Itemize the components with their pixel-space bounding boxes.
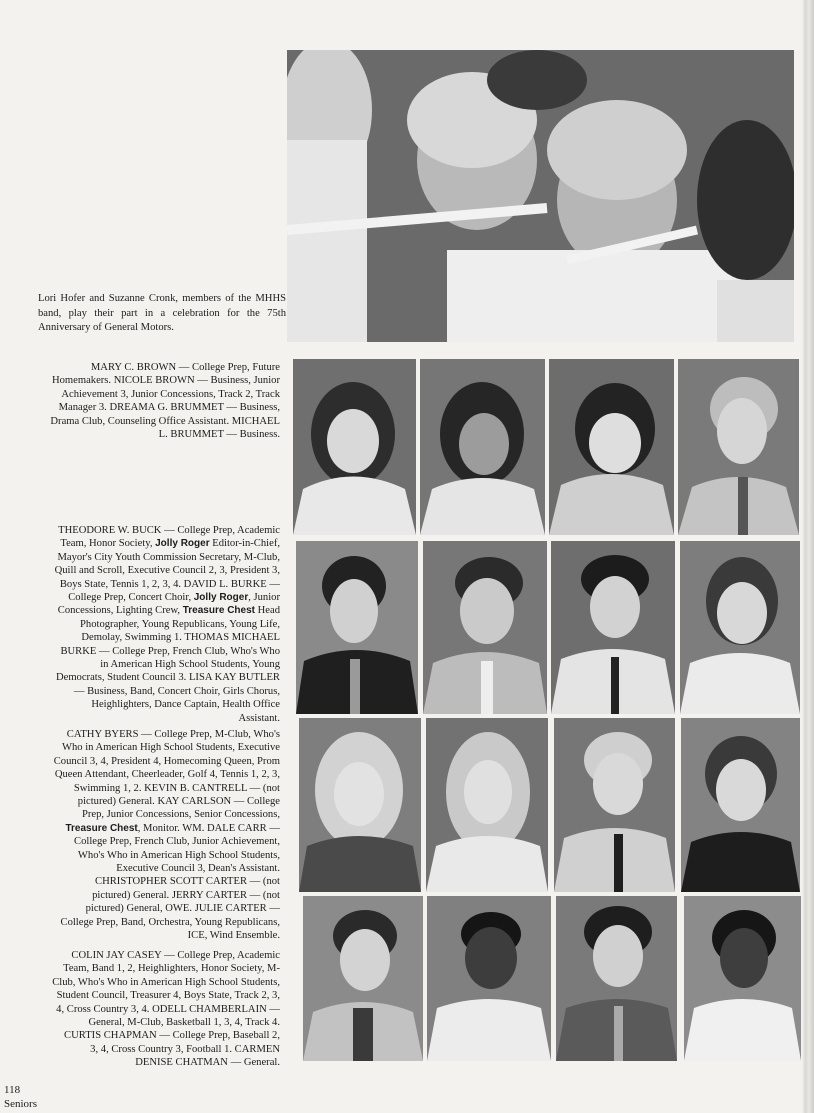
bio-line: Quill and Scroll, Executive Council 2, 3, President 3, — [54, 565, 280, 577]
bio-line: Achievement 3, Junior Concessions, Track 2, Track — [61, 388, 280, 400]
bio-line: Club, Who's Who in American High School Students, — [52, 976, 280, 988]
portrait-carmen-chatman — [684, 896, 801, 1061]
bio-line: COLIN JAY CASEY — College Prep, Academic — [71, 950, 280, 961]
bio-line: DENISE CHATMAN — General. — [135, 1057, 280, 1069]
bio-line: Mayor's City Youth Commission Secretary, M-Club, — [57, 551, 280, 563]
bio-line: pictured) General. JERRY CARTER — (not — [92, 889, 280, 901]
bio-line: Swimming 1, 2. KEVIN B. CANTRELL — (not — [73, 782, 280, 794]
portrait-odell-chamberlain — [427, 896, 551, 1061]
bio-line: CHRISTOPHER SCOTT CARTER — (not — [95, 876, 280, 888]
bio-line: Homemakers. NICOLE BROWN — Business, Junior — [51, 375, 280, 387]
portrait-julie-carter — [681, 718, 800, 892]
bio-line: BURKE — College Prep, French Club, Who's Who — [60, 645, 280, 657]
bio-line: Team, Honor Society, Jolly Roger Editor-in-Chief, — [60, 538, 280, 550]
bio-line: Council 3, 4, President 4, Homecoming Queen, Prom — [53, 755, 280, 767]
bio-line: 3, 4, Cross Country 3, Football 1. CARMEN — [90, 1043, 280, 1055]
portrait-david-burke — [423, 541, 547, 714]
portrait-curtis-chapman — [556, 896, 677, 1061]
portrait-kay-carlson — [426, 718, 548, 892]
bio-line: pictured) General. KAY CARLSON — College — [77, 796, 280, 808]
bio-line: CURTIS CHAPMAN — College Prep, Baseball 2, — [64, 1030, 280, 1042]
bio-block-row3 — [54, 728, 280, 943]
portrait-lisa-kay-butler — [680, 541, 800, 714]
portrait-nicole-brown — [420, 359, 545, 535]
bio-line: Drama Club, Counseling Office Assistant. MICHAEL — [50, 415, 280, 427]
band-photo — [287, 50, 794, 342]
portrait-michael-brummet — [678, 359, 799, 535]
bio-line: THEODORE W. BUCK — College Prep, Academic — [58, 525, 280, 536]
bio-line: 4, Cross Country 3, 4. ODELL CHAMBERLAIN — — [56, 1003, 280, 1015]
bio-line: Photographer, Young Republicans, Young Life, — [80, 618, 280, 630]
bio-line: College Prep, Band, Orchestra, Young Republicans, — [60, 916, 280, 928]
bio-line: pictured) General, OWE. JULIE CARTER — — [85, 903, 280, 915]
bio-line: Treasure Chest, Monitor. WM. DALE CARR — — [65, 822, 280, 834]
bio-block-row2 — [55, 524, 280, 725]
bio-line: ICE, Wind Ensemble. — [187, 930, 280, 942]
bio-line: Executive Council 3, Dean's Assistant. — [116, 863, 280, 875]
page-folio — [4, 1083, 37, 1111]
bio-line: Demolay, Swimming 1. THOMAS MICHAEL — [81, 632, 280, 644]
bio-line: L. BRUMMET — Business. — [158, 429, 280, 441]
portrait-colin-casey — [303, 896, 423, 1061]
bio-line: MARY C. BROWN — College Prep, Future — [90, 362, 280, 373]
portrait-theodore-buck — [296, 541, 418, 714]
portrait-cathy-byers — [299, 718, 421, 892]
bio-line: Team, Band 1, 2, Heighlighters, Honor Society, M- — [63, 963, 280, 975]
bio-line: in American High School Students, Young — [100, 659, 280, 671]
bio-line: Heighlighters, Dance Captain, Health Office — [91, 699, 280, 711]
bio-line: Prep, Junior Concessions, Senior Concessions, — [81, 809, 280, 821]
page-binding-edge — [802, 0, 814, 1113]
bio-line: Queen Attendant, Cheerleader, Golf 4, Tennis 1, 2, 3, — [54, 769, 280, 781]
portrait-dreama-brummet — [549, 359, 674, 535]
portrait-dale-carr — [554, 718, 675, 892]
bio-line: Student Council, Treasurer 4, Boys State, Track 2, 3, — [56, 990, 280, 1002]
bio-line: Concessions, Lighting Crew, Treasure Chest Head — [57, 605, 280, 617]
bio-line: Who's Who in American High School Students, — [77, 849, 280, 861]
bio-line: Manager 3. DREAMA G. BRUMMET — Business, — [58, 402, 280, 414]
bio-line: Who in American High School Students, Executive — [61, 742, 280, 754]
bio-line: Assistant. — [238, 712, 280, 724]
bio-block-row4 — [52, 949, 280, 1070]
portrait-mary-brown — [293, 359, 416, 535]
section-name: Seniors — [4, 1098, 37, 1110]
photo-caption: Lori Hofer and Suzanne Cronk, members of the MHHS band, play their part in a celebration for the 75th Anniversary of General Motors. — [38, 293, 286, 334]
bio-line: College Prep, Concert Choir, Jolly Roger, Junior — [68, 592, 280, 604]
bio-line: Boys State, Tennis 1, 2, 3, 4. DAVID L. BURKE — — [59, 578, 280, 590]
bio-line: CATHY BYERS — College Prep, M-Club, Who's — [66, 729, 280, 740]
page-number: 118 — [4, 1084, 21, 1096]
bio-block-row1 — [50, 361, 280, 441]
bio-line: College Prep, French Club, Junior Achievement, — [74, 836, 280, 848]
portrait-thomas-burke — [551, 541, 675, 714]
bio-line: General, M-Club, Basketball 1, 3, 4, Track 4. — [88, 1017, 280, 1029]
bio-line: Democrats, Student Council 3. LISA KAY BUTLER — [55, 672, 280, 684]
bio-line: — Business, Band, Concert Choir, Girls Chorus, — [73, 685, 280, 697]
